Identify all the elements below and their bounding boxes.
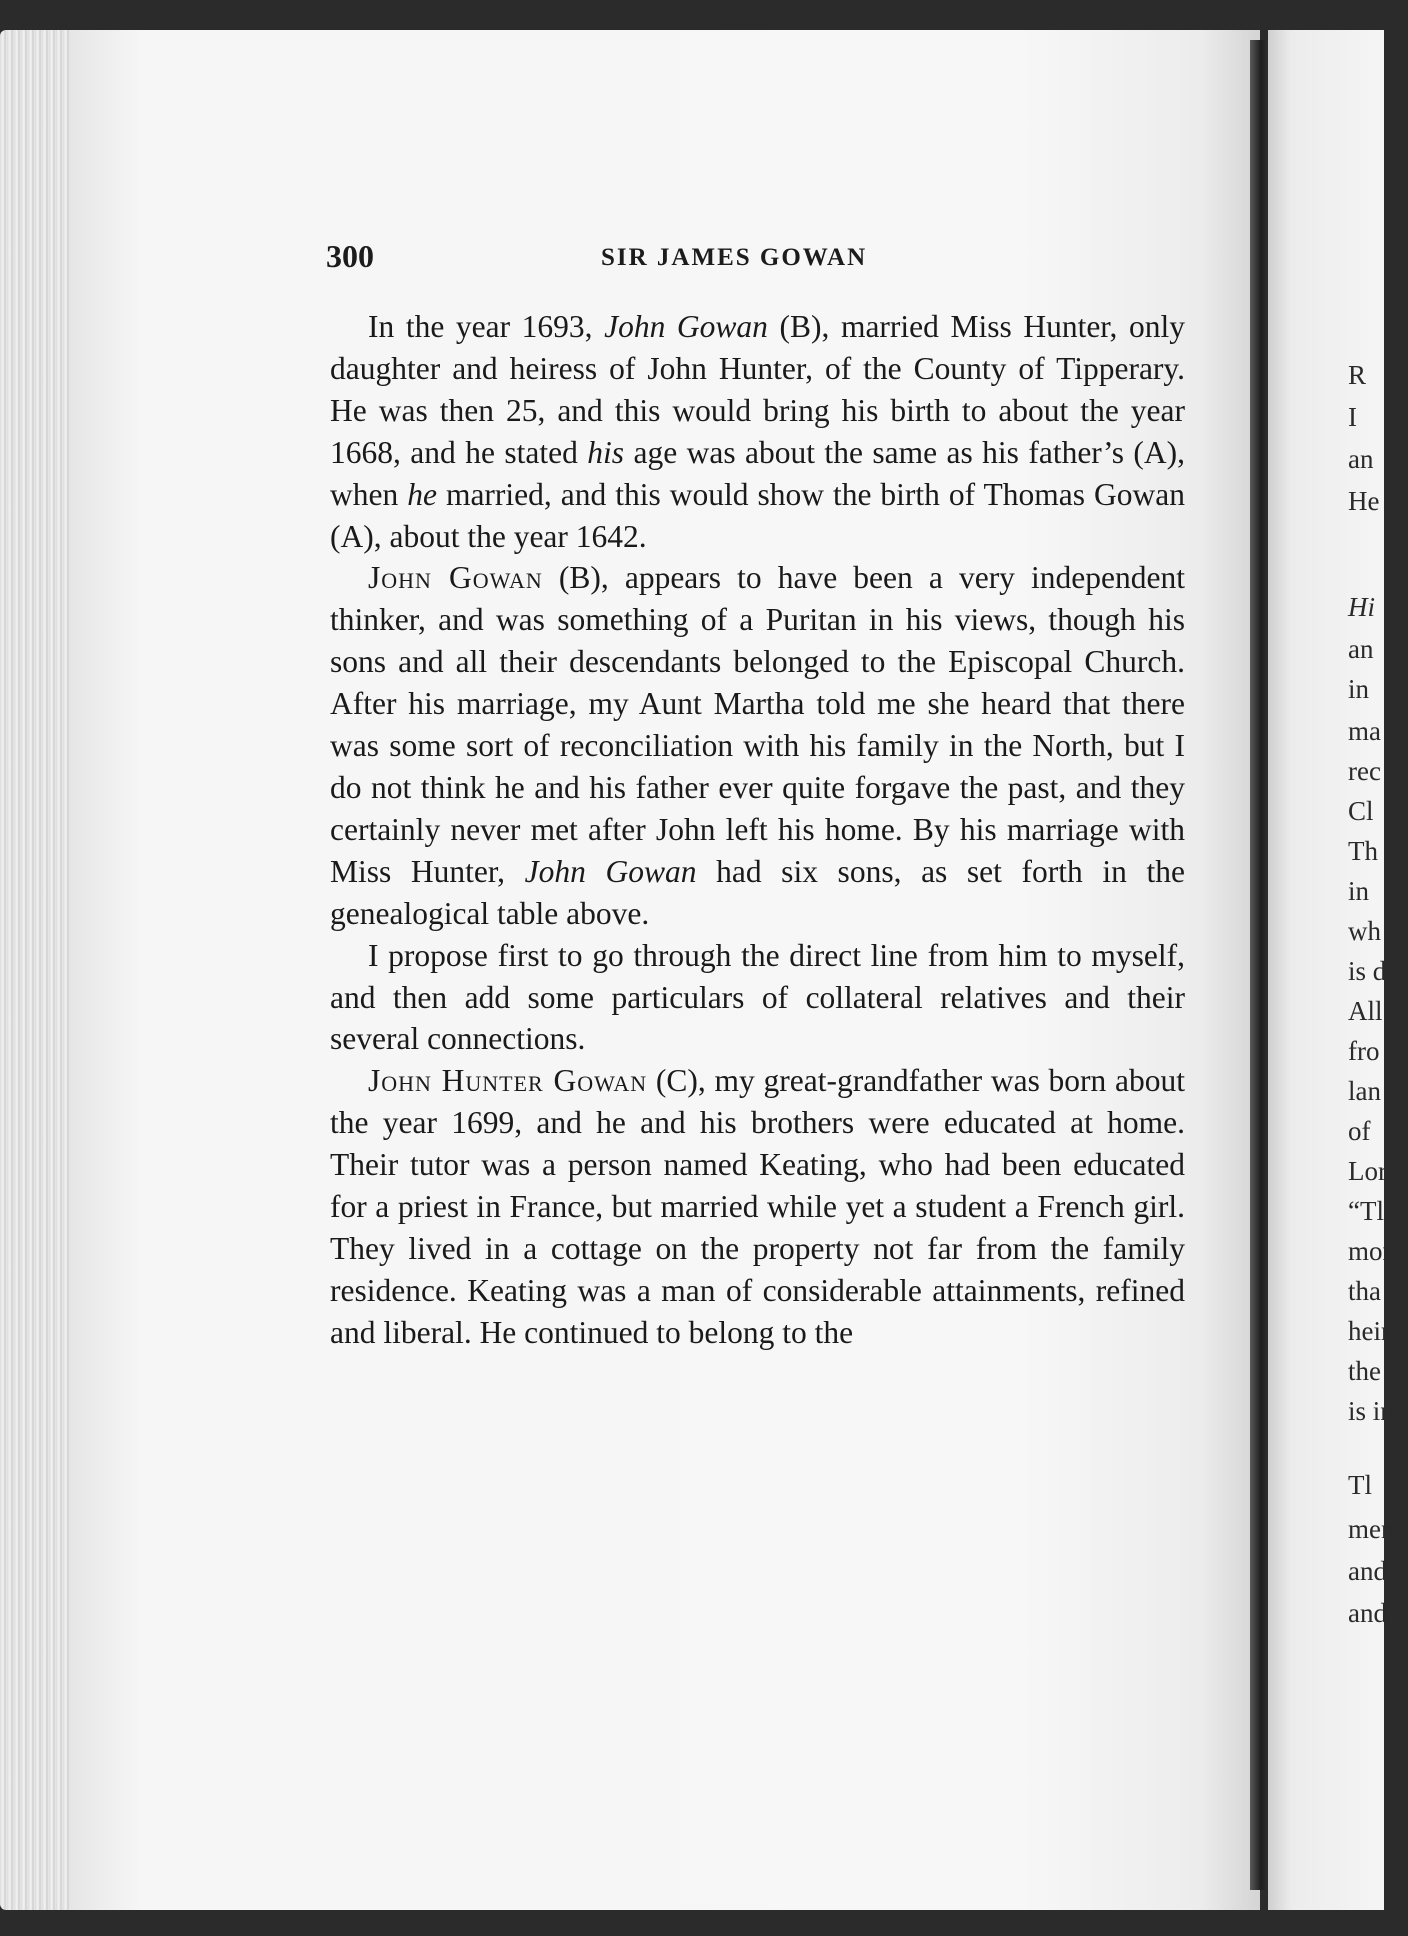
body-text bbox=[330, 306, 1185, 1354]
text-run: I propose first to go through the direct line from him to myself, and then add some particulars of collateral relatives and their several connections. bbox=[330, 937, 1185, 1057]
right-page-fragment: tha bbox=[1348, 1276, 1381, 1306]
right-page-fragment: I bbox=[1348, 402, 1357, 432]
italic-run: he bbox=[407, 476, 437, 512]
italic-run: John Gowan bbox=[604, 309, 768, 344]
right-page-fragment: rec bbox=[1348, 756, 1381, 786]
running-head: SIR JAMES GOWAN bbox=[601, 244, 868, 271]
right-page bbox=[1268, 30, 1395, 1910]
small-caps-run: John Hunter Gowan bbox=[368, 1063, 648, 1099]
text-run: age was about the same as his father’s (A), when bbox=[330, 434, 1186, 512]
right-page-fragment: an bbox=[1348, 634, 1374, 664]
italic-run: his bbox=[587, 434, 625, 470]
text-run: (C), my great-grandfather was born about the year 1699, and he and his brothers were educated at home. Their tutor was a person named Keating, who had been educated for a priest in France, but married while yet a student a French girl. They lived in a cottage on the property not far from the family residence. Keating was a man of considerable attainments, refined and liberal. He continued to belong to the bbox=[330, 1063, 1186, 1350]
right-page-fragment: He bbox=[1348, 486, 1380, 516]
right-page-fragment: Hi bbox=[1348, 592, 1375, 622]
right-page-fragment: the bbox=[1348, 1356, 1381, 1386]
right-page-fragment: wh bbox=[1348, 916, 1381, 946]
right-page-fragment: and bbox=[1348, 1556, 1387, 1586]
right-page-fragment: “Tl bbox=[1348, 1196, 1384, 1226]
right-page-fragment: men bbox=[1348, 1514, 1395, 1544]
paragraph bbox=[330, 306, 1185, 557]
italic-run: John Gowan bbox=[524, 853, 697, 889]
right-page-fragment: mor bbox=[1348, 1236, 1392, 1266]
right-page-fragment: ma bbox=[1348, 716, 1381, 746]
page-header bbox=[326, 238, 1186, 278]
right-page-fragment: in bbox=[1348, 876, 1370, 906]
right-page-fragment: fro bbox=[1348, 1036, 1380, 1066]
text-run: (B), married Miss Hunter, only daughter and heiress of John Hunter, of the County of Tipperary. He was then 25, and this would bring his birth to about the year 1668, and he stated bbox=[330, 309, 1185, 470]
text-run: had six sons, as set forth in the genealogical table above. bbox=[330, 853, 1185, 931]
right-page-fragment: and bbox=[1348, 1598, 1387, 1628]
text-run: married, and this would show the birth of Thomas Gowan (A), about the year 1642. bbox=[330, 476, 1185, 554]
page-number: 300 bbox=[326, 238, 374, 274]
paragraph bbox=[330, 935, 1185, 1061]
right-page-fragment: heir bbox=[1348, 1316, 1390, 1346]
small-caps-run: John Gowan bbox=[368, 560, 543, 596]
right-page-fragment: Tl bbox=[1348, 1470, 1372, 1500]
paragraph bbox=[330, 557, 1185, 934]
right-page-fragment: Cl bbox=[1348, 796, 1374, 826]
right-page-fragment: All bbox=[1348, 996, 1383, 1026]
right-page-fragment: of bbox=[1348, 1116, 1371, 1146]
right-page-fragment: an bbox=[1348, 444, 1374, 474]
right-page-fragment: Th bbox=[1348, 836, 1378, 866]
text-run: In the year 1693, bbox=[368, 309, 605, 344]
right-page-fragment: lan bbox=[1348, 1076, 1381, 1106]
right-page-fragment: is d bbox=[1348, 956, 1387, 986]
text-run: (B), appears to have been a very independent thinker, and was something of a Puritan in his views, though his sons and all their descendants belonged to the Episcopal Church. After his marriage, my Aunt Martha told me she heard that there was some sort of reconciliation with his family in the North, but I do not think he and his father ever quite forgave the past, and they certainly never met after John left his home. By his marriage with Miss Hunter, bbox=[330, 560, 1185, 889]
right-page-fragment: R bbox=[1348, 360, 1367, 390]
paragraph bbox=[330, 1060, 1185, 1353]
right-page-fragment: in bbox=[1348, 674, 1370, 704]
right-page-fragment: Lor bbox=[1348, 1156, 1387, 1186]
right-page-fragment: is in bbox=[1348, 1396, 1394, 1426]
